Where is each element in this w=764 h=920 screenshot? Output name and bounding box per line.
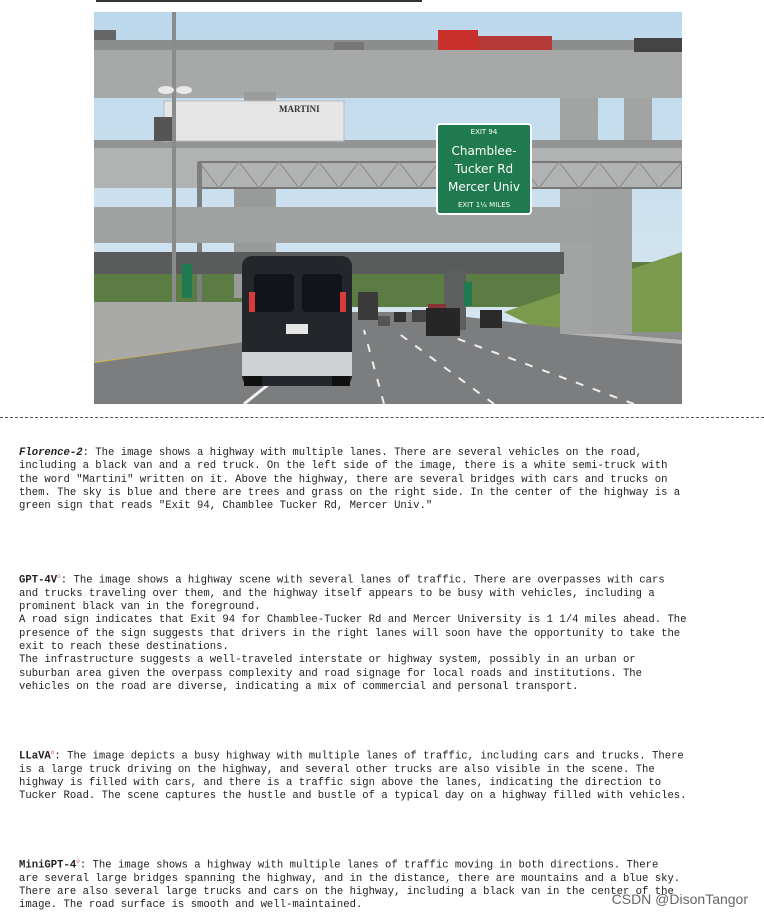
- light-pole: [172, 12, 176, 302]
- highway-photo: [94, 12, 682, 404]
- red-truck: [438, 30, 478, 50]
- caption-llava: [19, 746, 755, 804]
- top-rule: [96, 0, 422, 2]
- model-name: LLaVA: [19, 750, 51, 763]
- model-name: MiniGPT-4: [19, 859, 77, 872]
- section-divider: [0, 417, 764, 418]
- sign-line-1: Chamblee-: [451, 144, 517, 158]
- caption-florence-2: [19, 447, 755, 513]
- sign-distance-text: EXIT 1¼ MILES: [457, 201, 511, 209]
- caption-text: : The image shows a highway with multiple lanes. There are several vehicles on the road, including a black van and a red truck. On the left side of the image, there is a white semi-truck with the word "Martini" written on it. Above the highway, there are several bridges with cars and trucks on them. The sky is blue and there are trees and grass on the right side. In the center of the highway is a green sign that reads "Exit 94, Chamblee Tucker Rd, Mercer Univ.": [19, 447, 681, 513]
- truck-brand-text: MARTINI: [279, 104, 320, 114]
- sign-line-3: Mercer Univ: [448, 180, 520, 194]
- exit-sign: [437, 124, 531, 214]
- black-van: [242, 256, 352, 386]
- caption-text: : The image depicts a busy highway with multiple lanes of traffic, including cars and trucks. There is a large truck driving on the highway, and several other trucks are also visible in the scene. The highway is filled with cars, and there is a traffic sign above the lanes, indicating the direction to Tucker Road. The scene captures the hustle and bustle of a typical day on a highway filled with vehicles.: [19, 750, 687, 803]
- model-marker: o: [76, 858, 80, 865]
- caption-text: : The image shows a highway scene with several lanes of traffic. There are overpasses with cars and trucks traveling over them, and the highway itself appears to be busy with vehicles, including a prominent black van in the foreground. A road sign indicates that Exit 94 for Chamblee-Tucker Rd and Mercer University is 1 1/4 miles ahead. The presence of the sign suggests that drivers in the right lanes will soon have the opportunity to take the exit to reach these destinations. The infrastructure suggests a well-traveled interstate or highway system, possibly in an urban or suburban area given the overpass complexity and road signage for local roads and institutions. The vehicles on the road are diverse, indicating a mix of commercial and personal transport.: [19, 574, 687, 693]
- model-name: GPT-4V: [19, 574, 58, 587]
- caption-gpt-4v: [19, 570, 755, 694]
- model-marker: o: [57, 573, 61, 580]
- black-suv: [426, 308, 460, 336]
- model-name: Florence-2: [19, 447, 83, 459]
- sign-line-2: Tucker Rd: [454, 162, 514, 176]
- caption-text: : The image shows a highway with multiple lanes of traffic moving in both directions. There are several large bridges spanning the highway, and in the distance, there are mountains and a blue sky. There are also several large trucks and cars on the highway, including a black van in the center of the image. The road surface is smooth and well-maintained.: [19, 859, 681, 912]
- model-marker: o: [50, 749, 55, 756]
- exit-number-text: EXIT 94: [470, 128, 498, 136]
- watermark: CSDN @DisonTangor: [611, 891, 748, 907]
